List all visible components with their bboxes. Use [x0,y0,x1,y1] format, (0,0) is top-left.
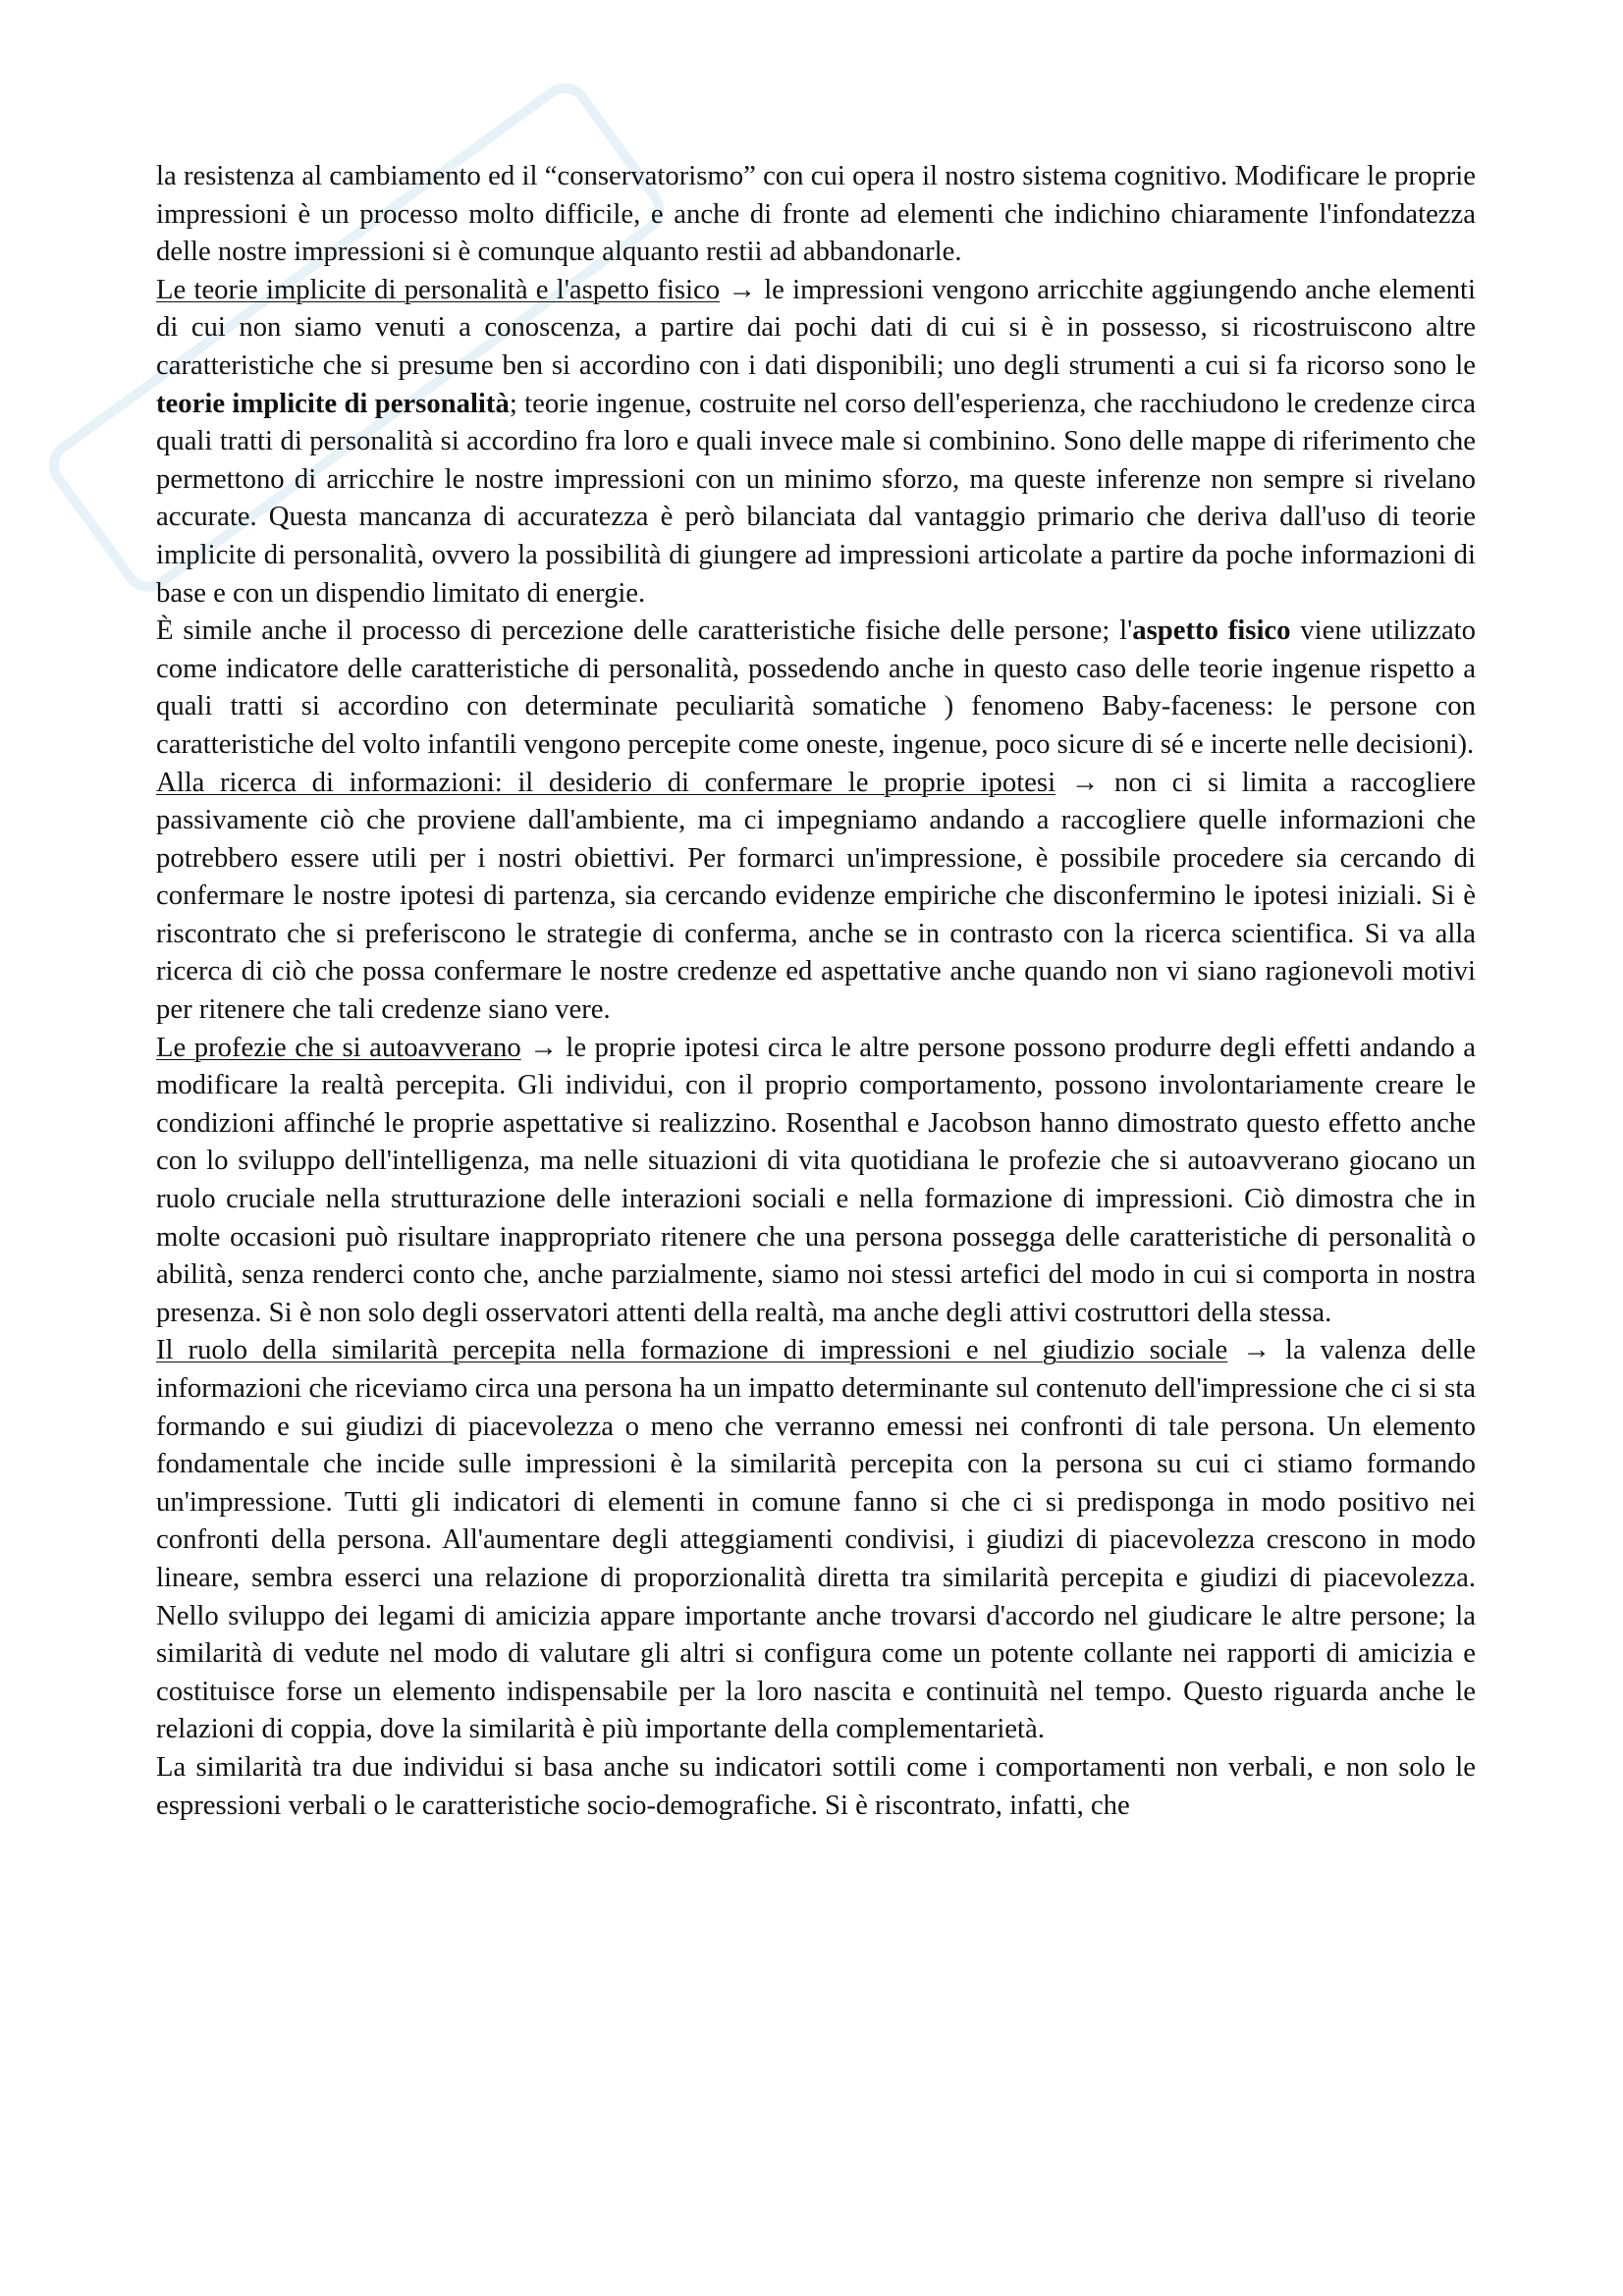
document-body [156,157,1476,1824]
section-heading-self-fulfilling-prophecies: Le profezie che si autoavverano [156,1031,521,1063]
bold-term-physical-appearance: aspetto fisico [1132,614,1291,647]
arrow: → [1227,1334,1285,1366]
section-heading-perceived-similarity: Il ruolo della similarità percepita nella formazione di impressioni e nel giudizio sociale [156,1334,1228,1366]
paragraph-information-search: Alla ricerca di informazioni: il desiderio di confermare le proprie ipotesi → non ci si limita a raccogliere passivamente ciò che proviene dall'ambiente, ma ci impegniamo andando a raccogliere quelle informazioni che potrebbero essere utili per i nostri obiettivi. Per formarci un'impressione, è possibile procedere sia cercando di confermare le nostre ipotesi di partenza, sia cercando evidenze empiriche che disconfermino le ipotesi iniziali. Si è riscontrato che si preferiscono le strategie di conferma, anche se in contrasto con la ricerca scientifica. Si va alla ricerca di ciò che possa confermare le nostre credenze ed aspettative anche quando non vi siano ragionevoli motivi per ritenere che tali credenze siano vere. [156,766,1476,1026]
arrow: → [520,1031,567,1063]
section-heading-information-search: Alla ricerca di informazioni: il desiderio di confermare le proprie ipotesi [156,766,1056,798]
section-heading-implicit-theories: Le teorie implicite di personalità e l'aspetto fisico [156,273,721,305]
paragraph-similarity-indicators: La similarità tra due individui si basa anche su indicatori sottili come i comportamenti non verbali, e non solo le espressioni verbali o le caratteristiche socio-demografiche. Si è riscontrato, infatti, che [156,1750,1476,1821]
paragraph-self-fulfilling-prophecies: Le profezie che si autoavverano → le proprie ipotesi circa le altre persone possono produrre degli effetti andando a modificare la realtà percepita. Gli individui, con il proprio comportamento, possono involontariamente creare le condizioni affinché le proprie aspettative si realizzino. Rosenthal e Jacobson hanno dimostrato questo effetto anche con lo sviluppo dell'intelligenza, ma nelle situazioni di vita quotidiana le profezie che si autoavverano giocano un ruolo cruciale nella strutturazione delle interazioni sociali e nella formazione di impressioni. Ciò dimostra che in molte occasioni può risultare inappropriato ritenere che una persona possegga delle caratteristiche di personalità o abilità, senza renderci conto che, anche parzialmente, siamo noi stessi artefici del modo in cui si comporta in nostra presenza. Si è non solo degli osservatori attenti della realtà, ma anche degli attivi costruttori della stessa. [156,1031,1477,1328]
paragraph-intro: la resistenza al cambiamento ed il “conservatorismo” con cui opera il nostro sistema cognitivo. Modificare le proprie impressioni è un processo molto difficile, e anche di fronte ad elementi che indichino chiaramente l'infondatezza delle nostre impressioni si è comunque alquanto restii ad abbandonarle. [156,160,1476,268]
bold-term-implicit-theories: teorie implicite di personalità [156,387,510,419]
arrow: → [1055,766,1114,798]
paragraph-perceived-similarity: Il ruolo della similarità percepita nella formazione di impressioni e nel giudizio sociale → la valenza delle informazioni che riceviamo circa una persona ha un impatto determinante sul contenuto dell'impressione che ci si sta formando e sui giudizi di piacevolezza o meno che verranno emessi nei confronti di tale persona. Un elemento fondamentale che incide sulle impressioni è la similarità percepita con la persona su cui ci stiamo formando un'impressione. Tutti gli indicatori di elementi in comune fanno si che ci si predisponga in modo positivo nei confronti della persona. All'aumentare degli atteggiamenti condivisi, i giudizi di piacevolezza crescono in modo lineare, sembra esserci una relazione di proporzionalità diretta tra similarità percepita e giudizi di piacevolezza. Nello sviluppo dei legami di amicizia appare importante anche trovarsi d'accordo nel giudicare le altre persone; la similarità di vedute nel modo di valutare gli altri si configura come un potente collante nei rapporti di amicizia e costituisce forse un elemento indispensabile per la loro nascita e continuità nel tempo. Questo riguarda anche le relazioni di coppia, dove la similarità è più importante della complementarietà. [156,1334,1477,1745]
arrow: → [720,273,765,305]
paragraph-implicit-theories: Le teorie implicite di personalità e l'aspetto fisico → le impressioni vengono arricchite aggiungendo anche elementi di cui non siamo venuti a conoscenza, a partire dai pochi dati di cui si è in possesso, si ricostruiscono altre caratteristiche che si presume ben si accordino con i dati disponibili; uno degli strumenti a cui si fa ricorso sono le teorie implicite di personalità; teorie ingenue, costruite nel corso dell'esperienza, che racchiudono le credenze circa quali tratti di personalità si accordino fra loro e quali invece male si combinino. Sono delle mappe di riferimento che permettono di arricchire le nostre impressioni con un minimo sforzo, ma queste inferenze non sempre si rivelano accurate. Questa mancanza di accuratezza è però bilanciata dal vantaggio primario che deriva dall'uso di teorie implicite di personalità, ovvero la possibilità di giungere ad impressioni articolate a partire da poche informazioni di base e con un dispendio limitato di energie. [156,273,1477,609]
paragraph-physical-appearance: È simile anche il processo di percezione delle caratteristiche fisiche delle persone; l'aspetto fisico viene utilizzato come indicatore delle caratteristiche di personalità, possedendo anche in questo caso delle teorie ingenue rispetto a quali tratti si accordino con determinate peculiarità somatiche ) fenomeno Baby-faceness: le persone con caratteristiche del volto infantili vengono percepite come oneste, ingenue, poco sicure di sé e incerte nelle decisioni). [156,614,1476,760]
